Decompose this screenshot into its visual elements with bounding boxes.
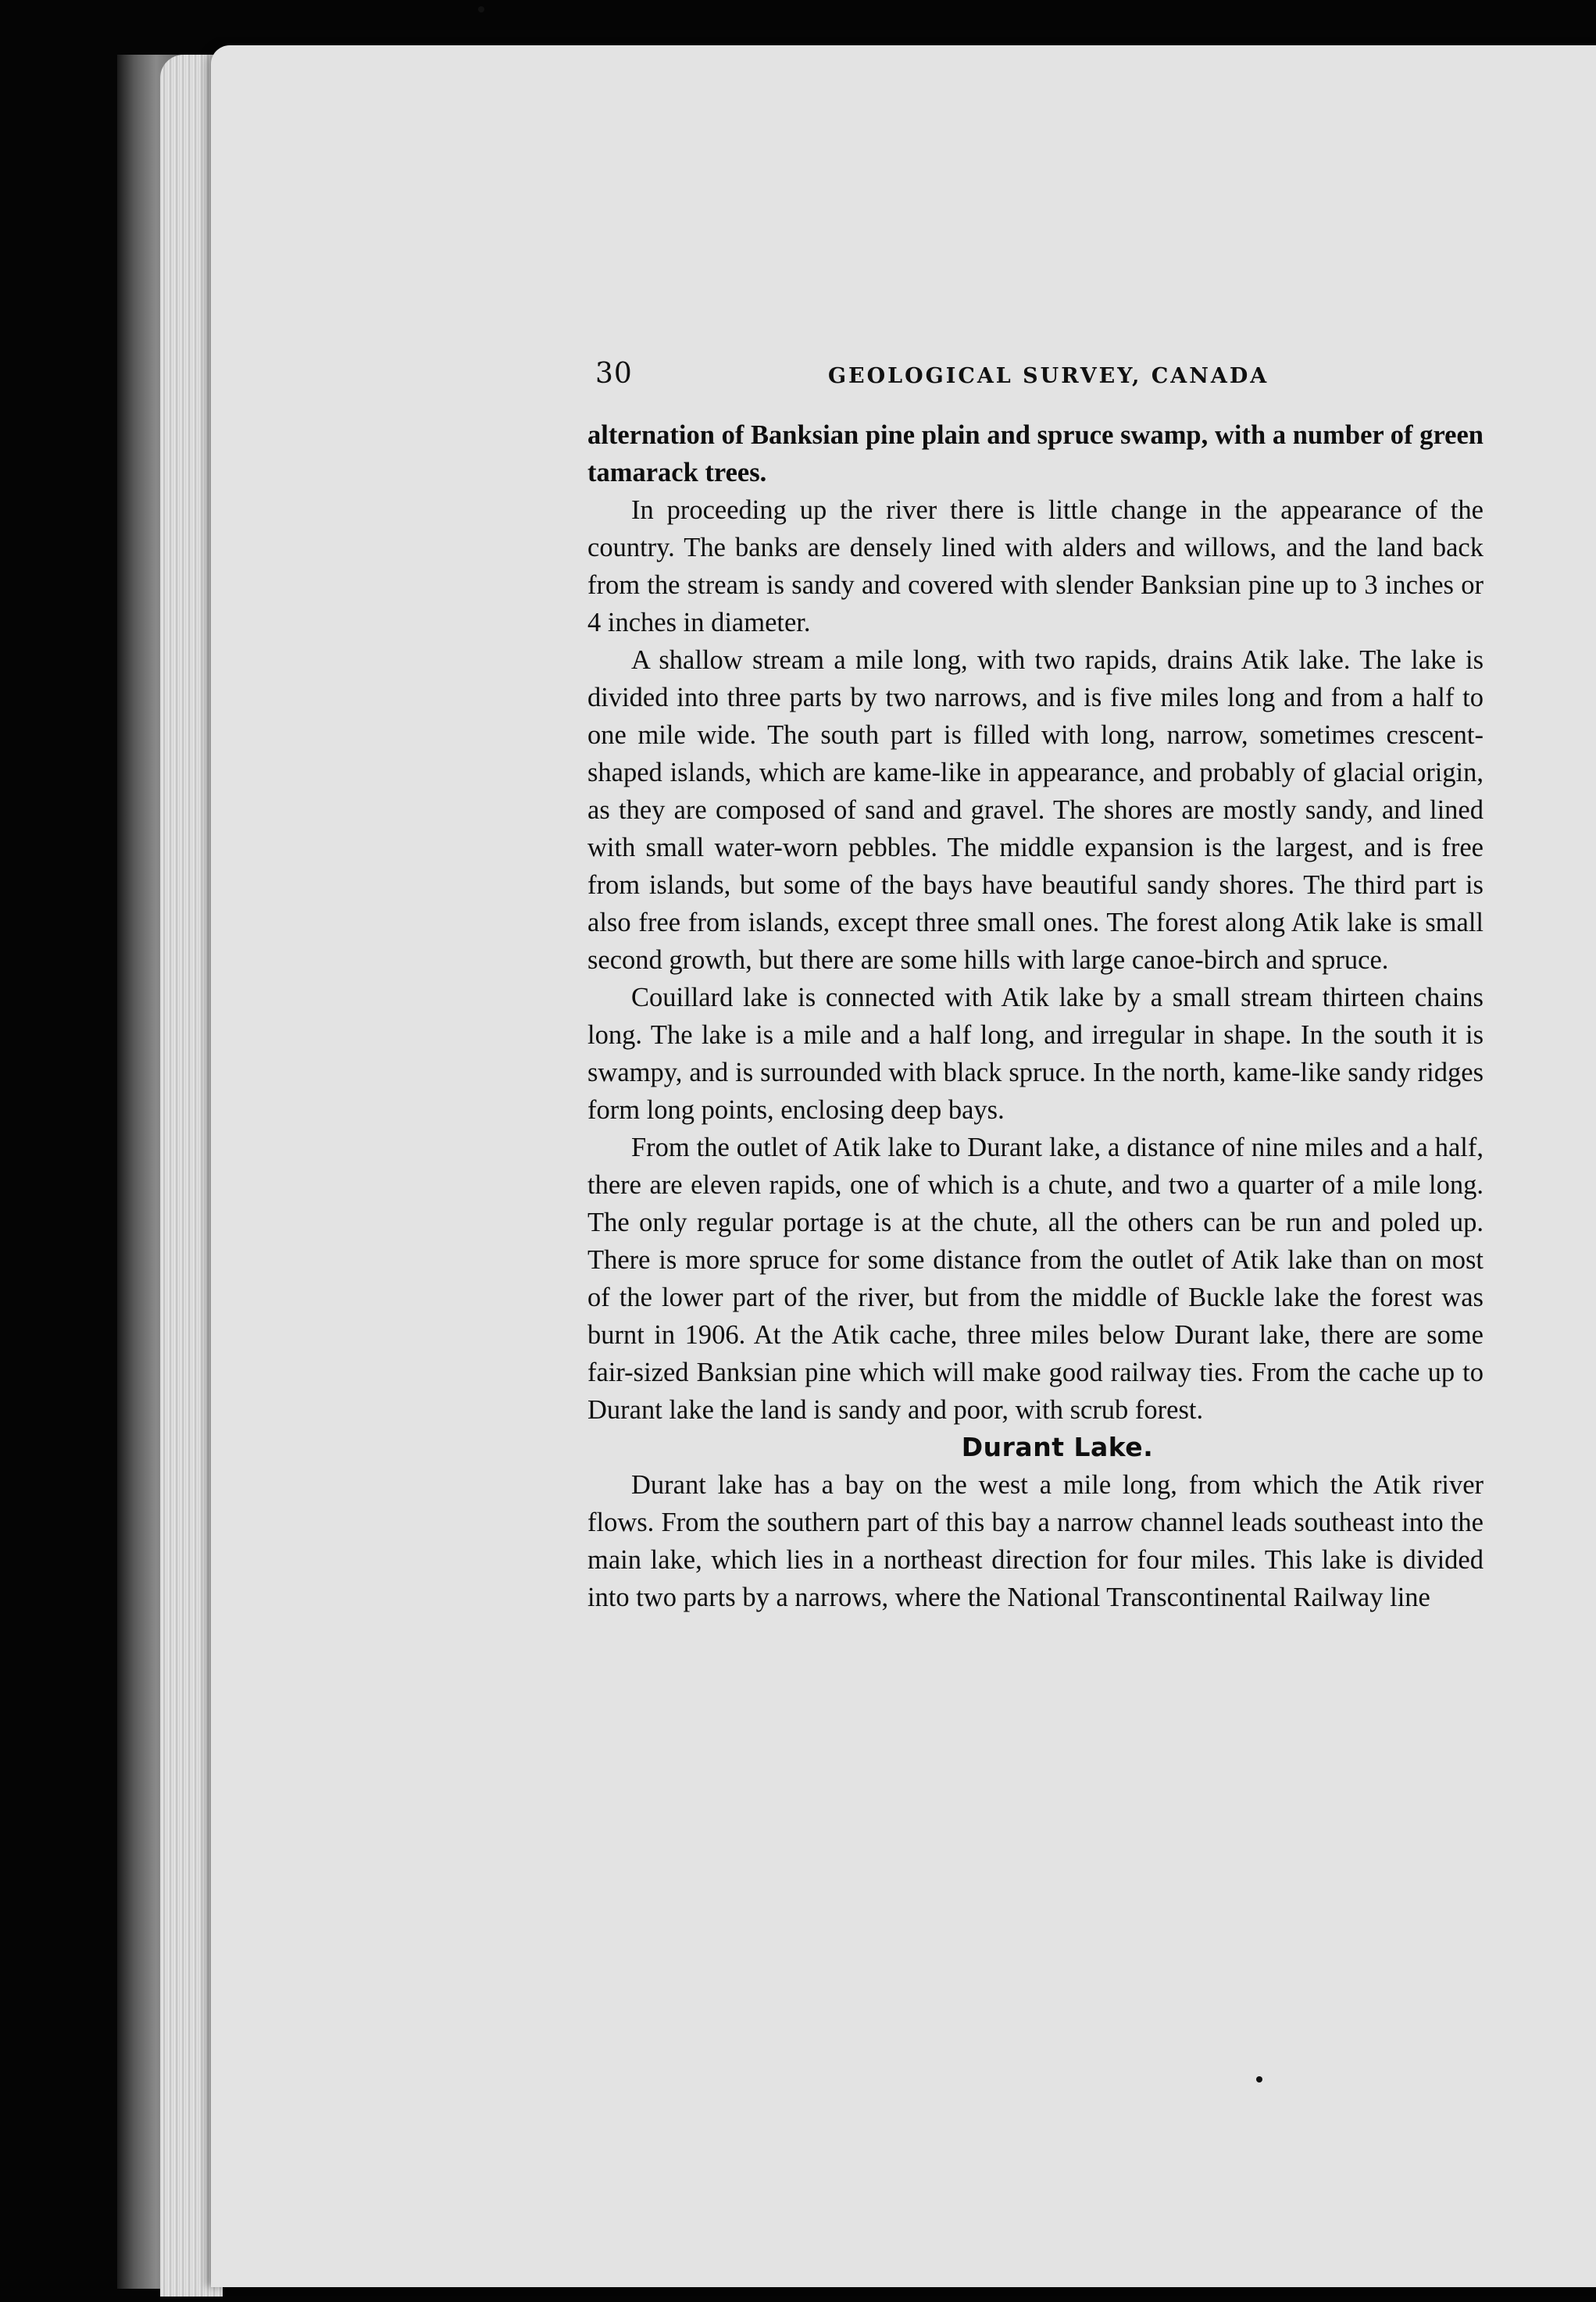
running-title: GEOLOGICAL SURVEY, CANADA — [828, 364, 1269, 388]
scan-speck — [478, 6, 484, 12]
paragraph: In proceeding up the river there is little change in the appearance of the country. The banks are densely lined with alders and willows, and the land back from the stream is sandy and covered with slender Banksian pine up to 3 inches or 4 inches in diameter. — [587, 495, 1484, 637]
page-number: 30 — [595, 358, 633, 390]
body-text — [587, 416, 1484, 1616]
paragraph-continuation: alternation of Banksian pine plain and spruce swamp, with a number of green tamarack trees. — [587, 420, 1484, 487]
paragraph: Durant lake has a bay on the west a mile long, from which the Atik river flows. From the southern part of this bay a narrow channel leads southeast into the main lake, which lies in a northeast direction for four miles. This lake is divided into two parts by a narrows, where the National Transcontinental Railway line — [587, 1470, 1484, 1612]
section-heading: Durant Lake. — [961, 1432, 1154, 1462]
paragraph: A shallow stream a mile long, with two rapids, drains Atik lake. The lake is divided into three parts by two narrows, and is five miles long and from a half to one mile wide. The south part is filled with long, narrow, sometimes crescent-shaped islands, which are kame-like in appearance, and probably of glacial origin, as they are composed of sand and gravel. The shores are mostly sandy, and lined with small water-worn pebbles. The middle expansion is the largest, and is free from islands, but some of the bays have beautiful sandy shores. The third part is also free from islands, except three small ones. The forest along Atik lake is small second growth, but there are some hills with large canoe-birch and spruce. — [587, 645, 1484, 975]
running-head — [595, 358, 1486, 397]
paragraph: Couillard lake is connected with Atik lake by a small stream thirteen chains long. The lake is a mile and a half long, and irregular in shape. In the south it is swampy, and is surrounded with black spruce. In the north, kame-like sandy ridges form long points, enclosing deep bays. — [587, 983, 1484, 1125]
scan-speck — [1256, 2076, 1262, 2083]
paragraph: From the outlet of Atik lake to Durant lake, a distance of nine miles and a half, there are eleven rapids, one of which is a chute, and two a quarter of a mile long. The only regular portage is at the chute, all the others can be run and poled up. There is more spruce for some distance from the outlet of Atik lake than on most of the lower part of the river, but from the middle of Buckle lake the forest was burnt in 1906. At the Atik cache, three miles below Durant lake, there are some fair-sized Banksian pine which will make good railway ties. From the cache up to Durant lake the land is sandy and poor, with scrub forest. — [587, 1133, 1484, 1425]
